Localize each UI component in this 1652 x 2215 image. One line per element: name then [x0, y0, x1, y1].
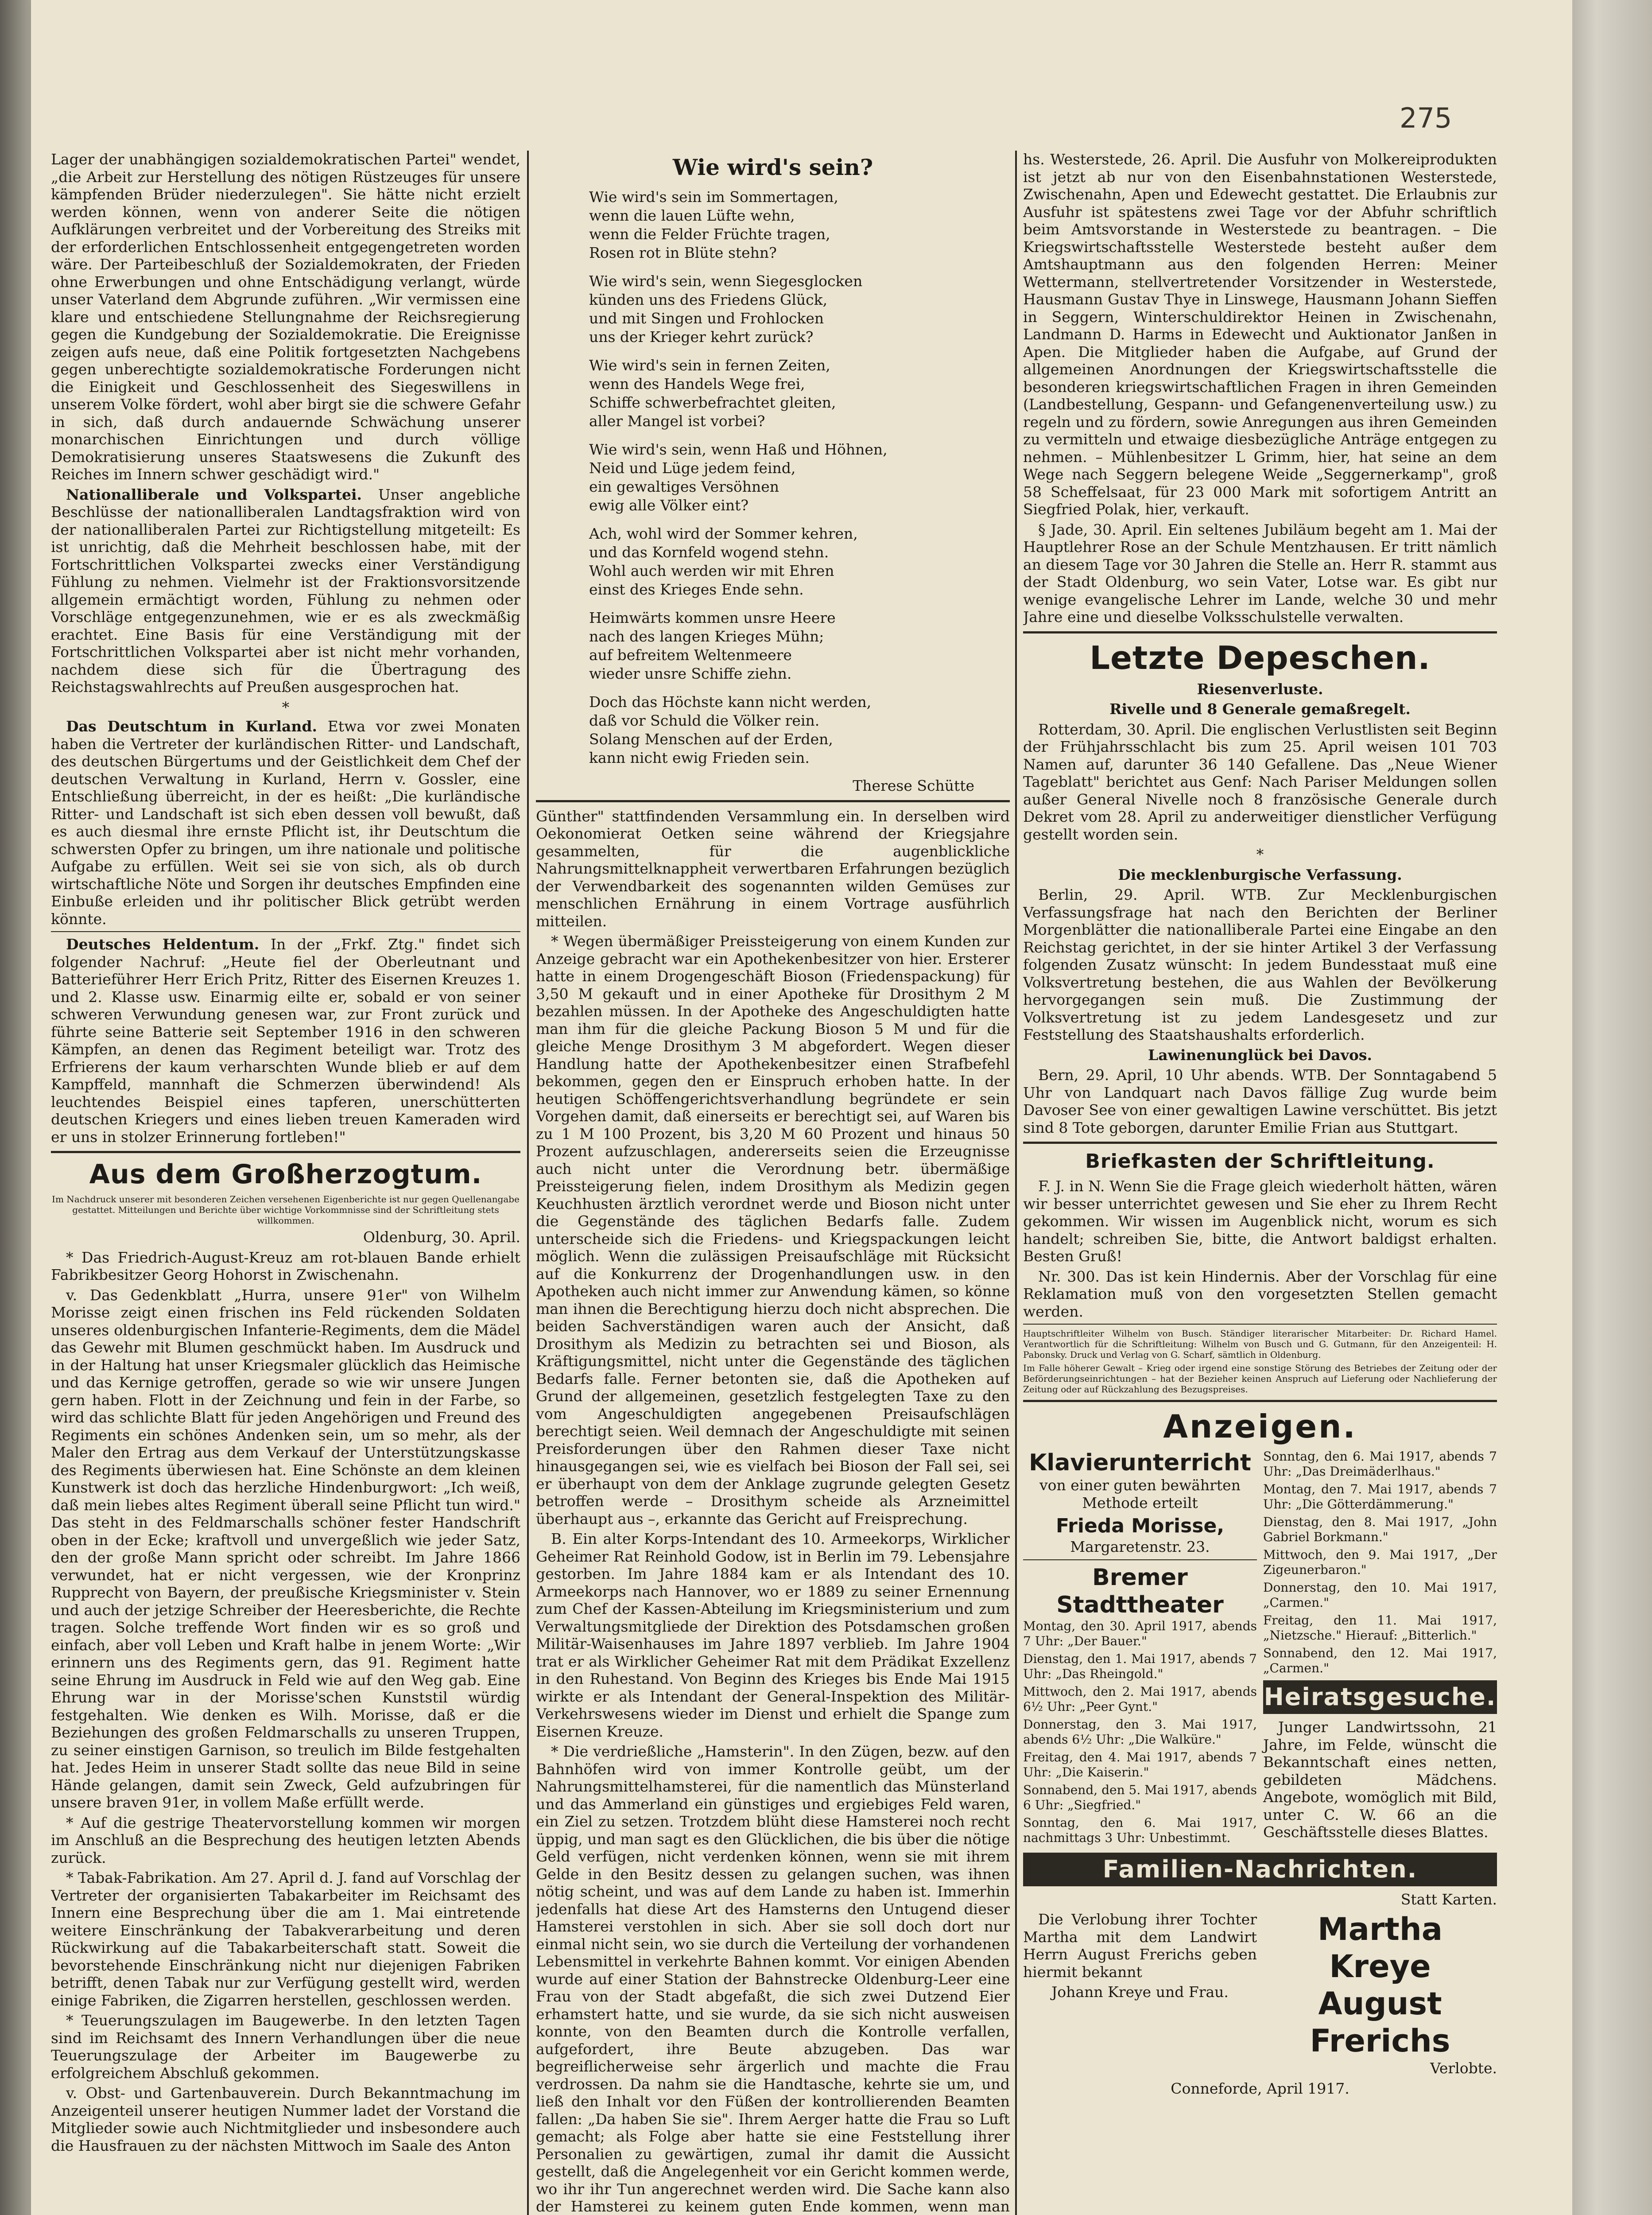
- poem-line: nach des langen Krieges Mühn;: [589, 628, 824, 645]
- engaged-name: August Frerichs: [1310, 1986, 1450, 2059]
- schedule-line: Donnerstag, den 3. Mai 1917, abends 6½ Uhr: „Die Walküre.": [1023, 1717, 1257, 1747]
- article-paragraph: * Das Friedrich-August-Kreuz am rot-blauen Bande erhielt Fabrikbesitzer Georg Hohorst in Zwischenahn.: [51, 1248, 520, 1283]
- poem-line: uns der Krieger kehrt zurück?: [589, 328, 814, 346]
- dateline: Oldenburg, 30. April.: [363, 1228, 520, 1246]
- schedule-line: Donnerstag, den 10. Mai 1917, „Carmen.": [1263, 1580, 1497, 1610]
- column-rule: [527, 151, 529, 2215]
- poem-line: Heimwärts kommen unsre Heere: [589, 609, 836, 626]
- page-number: 275: [1400, 102, 1452, 134]
- poem-line: Wie wird's sein im Sommertagen,: [589, 188, 838, 206]
- article-paragraph: Lager der unabhängigen sozialdemokratischen Partei" wendet, „die Arbeit zur Herstellung des nötigen Rüstzeuges für unsere kämpfenden Brüder niederzulegen". Sie hätte nicht erzielt werden können, wenn von anderer Seite die nötigen Aufklärungen verbreitet und der Vorbereitung des Streiks mit der erforderlichen Entschlossenheit entgegengetreten worden wäre. Der Parteibeschluß der Sozialdemokraten, der Frieden ohne Erwerbungen und ohne Entschädigung verlangt, würde unser Vaterland dem Abgrunde zuführen. „Wir vermissen eine klare und entschiedene Stellungnahme der Reichsregierung gegen die Kundgebung der Sozialdemokratie. Die Ereignisse zeigen aufs neue, daß eine Politik fortgesetzten Nachgebens gegen unberechtigte sozialdemokratische Forderungen nicht die Einigkeit und Geschlossenheit des Siegeswillens in unserem Volke fördert, wohl aber birgt sie die schwere Gefahr in sich, daß durch andauernde Schwächung unserer monarchischen Einrichtungen und durch völlige Demokratisierung unseres Staatswesens die Zukunft des Reiches im Innern schwer geschädigt wird.": [51, 151, 520, 483]
- announcement-names: [1263, 1911, 1497, 2080]
- column-1: [51, 151, 520, 2215]
- article-paragraph: * Auf die gestrige Theatervorstellung kommen wir morgen im Anschluß an die Besprechung des heutigen letzten Abends zurück.: [51, 1814, 520, 1866]
- article-paragraph: * Die verdrießliche „Hamsterin". In den Zügen, bezw. auf den Bahnhöfen wird von immer Kontrolle geübt, um der Nahrungsmittelhamsterei, für die namentlich das Münsterland und das Ammerland ein günstiges und ergiebiges Feld waren, ein Ziel zu setzen. Trotzdem blüht diese Hamsterei noch recht üppig, und man sagt es den Glücklichen, die bis über die nötige Geld verfügen, nicht verdenken können, wenn sie mit ihrem Gelde in den Besitz dessen zu gelangen suchen, was ihnen nötig scheint, und was auf dem Lande zu haben ist. Immerhin jedenfalls hat diese Art des Hamsterns den Untugend dieser Hamsterei verstohlen in sich. Aber sie soll doch dort nur einmal nicht sein, wo sie durch die Verteilung der vorhandenen Lebensmittel in verkehrte Bahnen kommt. Vor einigen Abenden wurde auf einer Station der Bahnstrecke Oldenburg-Leer eine Frau von der Stadt abgefaßt, die sich zwei Dutzend Eier erhamstert hatte, und sie wurde, da sie sich nicht ausweisen konnte, von den Beamten durch die Kontrolle verfallen, aufgefordert, ihre Beute abzugeben. Das war begreiflicherweise sehr ärgerlich und machte die Frau verdrossen. Da nahm sie die Handtasche, kehrte sie um, und ließ den Inhalt vor den Füßen der kontrollierenden Beamten fallen: „Da haben Sie sie". Ihrem Aerger hatte die Frau so Luft gemacht; als Folge aber hatte sie eine Feststellung ihrer Personalien zu gewärtigen, zumal ihr damit die Aussicht gestellt, daß die Angelegenheit vor ein Gericht kommen werde, wo ihr ihr Tun angerechnet werden wird. Die Sache kann also der Hamsterei zu keinem guten Ende kommen, wenn man: [536, 1743, 1010, 2215]
- schedule-line: Sonntag, den 6. Mai 1917, abends 7 Uhr: „Das Dreimäderlhaus.": [1263, 1449, 1497, 1479]
- poem-stanza: [589, 272, 1010, 346]
- poem-line: Ach, wohl wird der Sommer kehren,: [589, 525, 858, 542]
- column-2: [536, 151, 1010, 2215]
- poem-line: Wie wird's sein in fernen Zeiten,: [589, 357, 830, 374]
- poem-line: wieder unsre Schiffe ziehn.: [589, 665, 792, 682]
- article-paragraph: * Wegen übermäßiger Preissteigerung von einem Kunden zur Anzeige gebracht war ein Apothekenbesitzer von hier. Ersterer hatte in einem Drogengeschäft Bioson (Friedenspackung) für 3,50 M gekauft und in einer Apotheke für Drosithym 2 M bezahlen müssen. In der Apotheke des Angeschuldigten hatte man ihm für die gleiche Packung Bioson 5 M und für die gleiche Menge Drosithym 3 M abgefordert. Wegen dieser Handlung hatte der Apothekenbesitzer einen Strafbefehl bekommen, gegen den er Einspruch erhoben hatte. In der heutigen Schöffengerichtsverhandlung begründete er sein Vorgehen damit, daß einerseits er berechtigt sei, auf Waren bis zu 1 M 100 Prozent, bis 3,20 M 60 Prozent und hinaus 50 Prozent aufzuschlagen, andererseits seien die Erzeugnisse auch nicht unter die Verordnung betr. übermäßige Preissteigerung fielen, indem Drosithym als Medizin gegen Keuchhusten ärztlich verordnet werde und Bioson nicht unter die Gegenstände des täglichen Bedarfs falle. Zudem unterscheide sich die Friedens- und Kriegspackungen leicht möglich. Wenn die zulässigen Preisaufschläge mit Rücksicht auf die Konkurrenz der Drogenhandlungen usw. in den Apotheken auch nicht immer zur Anwendung kämen, so könne man ihnen die Berechtigung hierzu doch nicht absprechen. Die beiden Sachverständigen waren auch der Ansicht, daß Drosithym als Medizin zu betrachten sei und Bioson, als Kräftigungsmittel, nicht unter die Gegenstände des täglichen Bedarfs falle. Ferner betonten sie, daß die Apotheken auf Grund der allgemeinen, gesetzlich festgelegten Taxe zu den vom Angeschuldigten angegebenen Preisaufschlägen berechtigt seien. Weil demnach der Angeschuldigte mit seinen Preisforderungen über den Rahmen dieser Taxe nicht hinausgegangen sei, wie es vielfach bei Bioson der Fall sei, sei er überhaupt von dem der Anklage zugrunde gelegten Gesetz betroffen werde – Drosithym scheide als Arzneimittel überhaupt aus –, erkannte das Gericht auf Freisprechung.: [536, 933, 1010, 1527]
- engaged-name: Martha Kreye: [1318, 1911, 1443, 1985]
- ads-right: [1263, 1449, 1497, 1848]
- article-paragraph: [51, 718, 520, 928]
- poem-line: wenn die Felder Früchte tragen,: [589, 225, 830, 243]
- divider: [1023, 1559, 1257, 1560]
- poem-line: und mit Singen und Frohlocken: [589, 310, 824, 327]
- theater-schedule: [1023, 1619, 1257, 1846]
- ad-text: Junger Landwirtssohn, 21 Jahre, im Felde, wünscht die Bekanntschaft eines netten, gebildeten Mädchens. Angebote, womöglich mit Bild, unter C. W. 66 an die Geschäftsstelle dieses Blattes.: [1263, 1718, 1497, 1841]
- poem-line: Wie wird's sein, wenn Haß und Höhnen,: [589, 441, 888, 458]
- ad-text: Johann Kreye und Frau.: [1051, 1983, 1229, 2001]
- poem-stanza: [589, 609, 1010, 683]
- article-heading: Das Deutschtum in Kurland.: [66, 718, 317, 735]
- poem-line: wenn die lauen Lüfte wehn,: [589, 207, 795, 224]
- ad-text: von einer guten bewährten Methode erteilt: [1039, 1477, 1241, 1512]
- divider: [1023, 1400, 1497, 1402]
- ad-banner: Heiratsgesuche.: [1263, 1680, 1497, 1714]
- article-paragraph: Nr. 300. Das ist kein Hindernis. Aber der Vorschlag für eine Reklamation muß von den vorgesetzten Stellen gemacht werden.: [1023, 1267, 1497, 1320]
- article-paragraph: v. Obst- und Gartenbauverein. Durch Bekanntmachung im Anzeigenteil unserer heutigen Nummer ladet der Vorstand die Mitglieder sowie auch Nichtmitglieder und insbesondere auch die Hausfrauen zu der nächsten Mittwoch im Saale des Anton: [51, 2084, 520, 2154]
- column-rule: [1015, 151, 1017, 2215]
- section-note: Im Nachdruck unserer mit besonderen Zeichen versehenen Eigenberichte ist nur gegen Quellenangabe gestattet. Mitteilungen und Berichte über wichtige Vorkommnisse sind der Schriftleitung stets willkommen.: [52, 1194, 520, 1226]
- ad-text: Conneforde, April 1917.: [1171, 2079, 1350, 2097]
- poem-line: künden uns des Friedens Glück,: [589, 291, 828, 308]
- schedule-line: Mittwoch, den 9. Mai 1917, „Der Zigeunerbaron.": [1263, 1547, 1497, 1577]
- divider: [1023, 1142, 1497, 1144]
- ad-title: Bremer Stadttheater: [1056, 1564, 1224, 1618]
- poem-line: ewig alle Völker eint?: [589, 497, 749, 514]
- poem-stanza: [589, 356, 1010, 431]
- divider: [536, 800, 1010, 802]
- poem-title: Wie wird's sein?: [672, 154, 873, 180]
- poem-line: wenn des Handels Wege frei,: [589, 375, 805, 392]
- article-paragraph: * Teuerungszulagen im Baugewerbe. In den letzten Tagen sind im Reichsamt des Innern Verhandlungen über die neue Teuerungszulage der Arbeiter im Baugewerbe zu erfolgreichem Abschluß gekommen.: [51, 2012, 520, 2082]
- article-paragraph: Günther" stattfindenden Versammlung ein. In derselben wird Oekonomierat Oetken seine während der Kriegsjahre gesammelten, für die augenblickliche Nahrungsmittelknappheit verwertbaren Erfahrungen bezüglich der Verwendbarkeit des sogenannten wilden Gemüses zur menschlichen Ernährung in einem Vortrage ausführlich mitteilen.: [536, 807, 1010, 930]
- article-heading: Nationalliberale und Volkspartei.: [66, 486, 362, 503]
- article-paragraph: Berlin, 29. April. WTB. Zur Mecklenburgischen Verfassungsfrage hat nach den Berichten der Berliner Morgenblätter die nationalliberale Partei eine Eingabe an den Reichstag gerichtet, in der sie hinter Artikel 3 der Verfassung folgenden Zusatz wünscht: In jedem Bundesstaat muß eine Volksvertretung bestehen, die aus Wahlen der Bevölkerung hervorgegangen sein muß. Die Zustimmung der Volksvertretung ist zu jedem Landesgesetz und zur Feststellung des Staatshaushalts erforderlich.: [1023, 886, 1497, 1043]
- poem-line: und das Kornfeld wogend stehn.: [589, 544, 829, 561]
- schedule-line: Sonnabend, den 5. Mai 1917, abends 6 Uhr: „Siegfried.": [1023, 1782, 1257, 1812]
- subheading: Riesenverluste.: [1197, 680, 1323, 698]
- ads-left: [1023, 1449, 1257, 1848]
- poem-line: ein gewaltiges Versöhnen: [589, 478, 779, 495]
- poem-stanza: [589, 440, 1010, 515]
- article-text: Unser angebliche Beschlüsse der nationalliberalen Landtagsfraktion wird von der nationalliberalen Partei zur Richtigstellung mitgeteilt: Es ist unrichtig, daß die Mehrheit beschlossen habe, mit der Fortschrittlichen Volkspartei zwecks einer Verständigung Fühlung zu nehmen. Vielmehr ist der Fraktionsvorsitzende allgemein ermächtigt worden, Fühlung zu nehmen oder Vorschläge entgegenzunehmen, wie er es als zweckmäßig erachtet. Eine Basis für eine Verständigung mit der Fortschrittlichen Volkspartei aber ist nicht mehr vorhanden, nachdem diese sich für die Übertragung des Reichstagswahlrechts auf Preußen ausgesprochen hat.: [51, 486, 520, 696]
- ad-text: Statt Karten.: [1400, 1890, 1497, 1908]
- ad-text: Verlobte.: [1430, 2060, 1497, 2077]
- poem-line: Rosen rot in Blüte stehn?: [589, 244, 777, 261]
- poem-line: Wie wird's sein, wenn Siegesglocken: [589, 272, 863, 290]
- poem-line: einst des Krieges Ende sehn.: [589, 581, 804, 598]
- schedule-line: Montag, den 7. Mai 1917, abends 7 Uhr: „Die Götterdämmerung.": [1263, 1482, 1497, 1512]
- subheading: Lawinenunglück bei Davos.: [1148, 1046, 1372, 1064]
- article-paragraph: v. Das Gedenkblatt „Hurra, unsere 91er" von Wilhelm Morisse zeigt einen frischen ins Feld rückenden Soldaten unseres oldenburgischen Infanterie-Regiments, dem die Mädel das Gewehr mit Blumen geschmückt haben. Im Ausdruck und in der Haltung hat unser Kriegsmaler glücklich das Heimische und das Kernige getroffen, gerade so wie wir unsere Jungen gern haben. Flott in der Zeichnung und fein in der Farbe, so wird das schlichte Blatt für jeden Angehörigen und Freund des Regiments ein schönes Andenken sein, um so mehr, als der Maler den Ertrag aus dem Verkauf der Unterstützungskasse des Regiments überwiesen hat. Eine Schönste an dem kleinen Kunstwerk ist doch das herzliche Hindenburgwort: „Ich weiß, daß mein liebes altes Regiment überall seine Pflicht tun wird." Das steht in des Feldmarschalls schöner fester Handschrift oben in der Ecke; kraftvoll und unvergeßlich wie jeder Satz, den der große Mann spricht oder schreibt. Im Jahre 1866 verwundet, hat er nicht vergessen, wie der Kronprinz Rupprecht von Bayern, der preußische Kriegsminister v. Stein und auch der jetzige Schreiber der Heeresberichte, die Rechte tragen. Solche treffende Wort finden wir es so groß und einfach, aber voll Leben und Kraft halbe in jenem Worte: „Wir erinnern uns des Regiments gern, das 91. Regiment hatte seine Ehrung im Ausdruck in Feld wie auf den Weg gab. Eine Ehrung war in der Morisse'schen Kunststil würdig festgehalten. Wie denken es Wilh. Morisse, daß er die Beziehungen des großen Feldmarschalls zu unseren Truppen, zu seiner einstigen Garnison, so treulich im Bilde festgehalten hat. Jedes Heim in unserer Stadt sollte das neue Bild in seine Hände gelangen, damit sein Zweck, Geld aufzubringen für unsere braven 91er, in vollem Maße erfüllt werde.: [51, 1286, 520, 1811]
- schedule-line: Montag, den 30. April 1917, abends 7 Uhr: „Der Bauer.": [1023, 1618, 1257, 1648]
- imprint: Hauptschriftleiter Wilhelm von Busch. Ständiger literarischer Mitarbeiter: Dr. Richard Hamel. Verantwortlich für die Schriftleitung: Wilhelm von Busch und G. Gutmann, für den Anzeigenteil: H. Pabonsky. Druck und Verlag von G. Scharf, sämtlich in Oldenburg.: [1023, 1328, 1497, 1360]
- article-paragraph: [51, 936, 520, 1146]
- schedule-line: Dienstag, den 1. Mai 1917, abends 7 Uhr: „Das Rheingold.": [1023, 1651, 1257, 1681]
- page-edge: [1572, 0, 1652, 2215]
- imprint-notice: Im Falle höherer Gewalt – Krieg oder irgend eine sonstige Störung des Betriebes der Zeitung oder der Beförderungseinrichtungen – hat der Bezieher keinen Anspruch auf Lieferung oder Nachlieferung der Zeitung oder auf Rückzahlung des Bezugspreises.: [1023, 1363, 1497, 1395]
- schedule-line: Sonnabend, den 12. Mai 1917, „Carmen.": [1263, 1646, 1497, 1675]
- poem-line: aller Mangel ist vorbei?: [589, 412, 765, 430]
- ad-banner: Familien-Nachrichten.: [1023, 1853, 1497, 1886]
- article-paragraph: Bern, 29. April, 10 Uhr abends. WTB. Der Sonntagabend 5 Uhr von Landquart nach Davos fällige Zug wurde beim Davoser See von einer gewaltigen Lawine verschüttet. Bis jetzt sind 8 Tote geborgen, darunter Emilie Frian aus Stuttgart.: [1023, 1066, 1497, 1136]
- article-text: In der „Frkf. Ztg." findet sich folgender Nachruf: „Heute fiel der Oberleutnant und Batterieführer Herr Erich Pritz, Ritter des Eisernen Kreuzes 1. und 2. Klasse usw. Einarmig eilte er, sobald er von seiner schweren Verwundung genesen war, zur Front zurück und führte seine Batterie seit September 1916 in den schweren Kämpfen, an denen das Regiment beteiligt war. Trotz des Erfrierens der kaum verharschten Wunde blieb er auf dem Kampffeld, mannhaft die Schmerzen überwindend! Als leuchtendes Beispiel eines tapferen, unerschütterten deutschen Kriegers und eines lieben treuen Kameraden wird er uns in stolzer Erinnerung fortleben!": [51, 936, 520, 1146]
- schedule-line: Freitag, den 4. Mai 1917, abends 7 Uhr: „Die Kaiserin.": [1023, 1749, 1257, 1780]
- ads-grid: [1023, 1449, 1497, 1848]
- ad-title: Klavierunterricht: [1029, 1449, 1251, 1476]
- poem-line: Wohl auch werden wir mit Ehren: [589, 562, 834, 579]
- poem-line: daß vor Schuld die Völker rein.: [589, 712, 820, 729]
- column-3: [1023, 151, 1497, 2215]
- separator-star: *: [282, 698, 290, 716]
- poem-line: Schiffe schwerbefrachtet gleiten,: [589, 394, 836, 411]
- article-paragraph: [51, 486, 520, 696]
- article-paragraph: B. Ein alter Korps-Intendant des 10. Armeekorps, Wirklicher Geheimer Rat Reinhold Godow, ist in Berlin im 79. Lebensjahre gestorben. Im Jahre 1884 kam er als Intendant des 10. Armeekorps nach Hannover, wo er 1889 zu seiner Ernennung zum Chef der Kassen-Abteilung im Kriegsministerium und zum Verwaltungsmitgliede der Direktion des Potsdamschen großen Militär-Waisenhauses im Jahre 1897 verblieb. Im Jahre 1904 trat er als Wirklicher Geheimer Rat mit dem Prädikat Exzellenz in den Ruhestand. Von Beginn des Krieges bis Ende Mai 1915 wirkte er als Intendant der General-Inspektion des Militär-Verkehrswesens wieder im Dienst und erhielt die Spange zum Eisernen Kreuze.: [536, 1530, 1010, 1740]
- divider: [1023, 631, 1497, 633]
- poem-stanza: [589, 525, 1010, 599]
- section-title: Aus dem Großherzogtum.: [89, 1159, 482, 1190]
- section-title: Letzte Depeschen.: [1090, 639, 1431, 676]
- ad-address: Margaretenstr. 23.: [1070, 1538, 1210, 1555]
- poem-line: auf befreitem Weltenmeere: [589, 646, 792, 664]
- schedule-line: Sonntag, den 6. Mai 1917, nachmittags 3 Uhr: Unbestimmt.: [1023, 1815, 1257, 1845]
- article-paragraph: § Jade, 30. April. Ein seltenes Jubiläum begeht am 1. Mai der Hauptlehrer Rose an der Schule Mentzhausen. Er tritt nämlich an diesem Tage vor 30 Jahren die Stelle an. Herr R. stammt aus der Stadt Oldenburg, wo sein Vater, Lotse war. Es gibt nur wenige evangelische Lehrer im Lande, welche 30 und mehr Jahre eine und dieselbe Volksschulstelle verwalten.: [1023, 521, 1497, 626]
- poem-stanza: [589, 693, 1010, 767]
- article-paragraph: hs. Westerstede, 26. April. Die Ausfuhr von Molkereiprodukten ist jetzt ab nur von den Eisenbahnstationen Westerstede, Zwischenahn, Apen und Edewecht gestattet. Die Erlaubnis zur Ausfuhr ist spätestens zwei Tage vor der Abfuhr schriftlich beim Amtsvorstande in Westerstede zu beantragen. – Die Kriegswirtschaftsstelle Westerstede besteht außer dem Amtshauptmann aus den folgenden Herren: Meiner Wettermann, stellvertretender Vorsitzender in Westerstede, Hausmann Gustav Thye in Linswege, Hausmann Johann Sieffen in Seggern, Winterschuldirektor Heinen in Zwischenahn, Landmann D. Harms in Edewecht und Auktionator Janßen in Apen. Die Mitglieder haben die Aufgabe, auf Grund der allgemeinen Anordnungen der Kriegswirtschaftsstelle die besonderen kriegswirtschaftlichen Fragen in ihren Gemeinden (Landbestellung, Gespann- und Gefangenenverteilung usw.) zu regeln und zu fördern, sowie Anregungen aus ihren Gemeinden zu vermitteln und etwaige diesbezügliche Anträge entgegen zu nehmen. – Mühlenbesitzer L Grimm, hier, hat seine an dem Wege nach Seggern belegene Weide „Seggernerkamp", groß 58 Scheffelsaat, für 23 000 Mark mit sofortigem Antritt an Siegfried Polak, hier, verkauft.: [1023, 151, 1497, 518]
- poem-line: kann nicht ewig Frieden sein.: [589, 749, 810, 766]
- article-heading: Deutsches Heldentum.: [66, 936, 260, 953]
- schedule-line: Mittwoch, den 2. Mai 1917, abends 6½ Uhr: „Peer Gynt.": [1023, 1684, 1257, 1714]
- subheading: Rivelle und 8 Generale gemaßregelt.: [1109, 700, 1411, 718]
- ad-name: Frieda Morisse,: [1055, 1515, 1225, 1537]
- article-paragraph: * Tabak-Fabrikation. Am 27. April d. J. fand auf Vorschlag der Vertreter der organisierten Tabakarbeiter im Reichsamt des Innern eine Besprechung über die am 1. Mai eintretende weitere Einschränkung der Tabakverarbeitung und deren Rückwirkung auf die Tabakarbeiterschaft statt. Soweit die bevorstehende Einschränkung nicht nur diejenigen Fabriken betrifft, denen Tabak nur zur Verfügung gestellt wird, werden einige Fabriken, die Zigarren herstellen, geschlossen werden.: [51, 1869, 520, 2009]
- section-title: Briefkasten der Schriftleitung.: [1085, 1150, 1435, 1173]
- poem-stanza: [589, 188, 1010, 262]
- ads-title: Anzeigen.: [1163, 1408, 1357, 1445]
- article-text: Etwa vor zwei Monaten haben die Vertreter der kurländischen Ritter- und Landschaft, des deutschen Bürgertums und der Geistlichkeit dem Chef der deutschen Verwaltung in Kurland, Herrn v. Gossler, eine Entschließung überreicht, in der es heißt: „Die kurländische Ritter- und Landschaft ist sich eben dessen voll bewußt, daß es auch diesmal ihre ernste Pflicht ist, ihr Deutschtum die schwersten Opfer zu bringen, um ihre nationale und politische Aufgabe zu erfüllen. Weit sei sie von sich, als ob durch wirtschaftliche Nöte und Sorgen ihr deutsches Empfinden eine Einbuße erleiden und ihr politischer Blick getrübt werden könnte.: [51, 718, 520, 928]
- poem-author: Therese Schütte: [853, 777, 974, 794]
- poem-line: Doch das Höchste kann nicht werden,: [589, 693, 872, 711]
- article-paragraph: F. J. in N. Wenn Sie die Frage gleich wiederholt hätten, wären wir besser unterrichtet gewesen und Sie eher zu Ihrem Recht gekommen. Wir wissen im Augenblick nicht, worum es sich handelt; schreiben Sie, bitte, die Antwort baldigst erhalten. Besten Gruß!: [1023, 1177, 1497, 1265]
- schedule-line: Dienstag, den 8. Mai 1917, „John Gabriel Borkmann.": [1263, 1515, 1497, 1544]
- announcement: [1023, 1911, 1497, 2080]
- subheading: Die mecklenburgische Verfassung.: [1118, 866, 1402, 883]
- announcement-text-block: [1023, 1911, 1257, 2080]
- separator-star: *: [1256, 846, 1264, 863]
- divider: [51, 931, 520, 932]
- theater-schedule: [1263, 1449, 1497, 1676]
- book-binding: [0, 0, 31, 2215]
- schedule-line: Freitag, den 11. Mai 1917, „Nietzsche." Hierauf: „Bitterlich.": [1263, 1613, 1497, 1643]
- ad-text: Die Verlobung ihrer Tochter Martha mit dem Landwirt Herrn August Frerichs geben hiermit bekannt: [1023, 1911, 1257, 1981]
- poem-line: Solang Menschen auf der Erden,: [589, 731, 833, 748]
- poem: [536, 188, 1010, 767]
- divider: [51, 1151, 520, 1153]
- poem-line: Neid und Lüge jedem feind,: [589, 459, 796, 477]
- article-paragraph: Rotterdam, 30. April. Die englischen Verlustlisten seit Beginn der Frühjahrsschlacht bis zum 25. April weisen 101 703 Namen auf, darunter 36 140 Gefallene. Das „Neue Wiener Tageblatt" berichtet aus Genf: Nach Pariser Meldungen sollen außer General Nivelle noch 8 französische Generale durch Dekret vom 28. April zu anderweitiger dienstlicher Verfügung gestellt worden sein.: [1023, 720, 1497, 843]
- divider: [1023, 1324, 1497, 1325]
